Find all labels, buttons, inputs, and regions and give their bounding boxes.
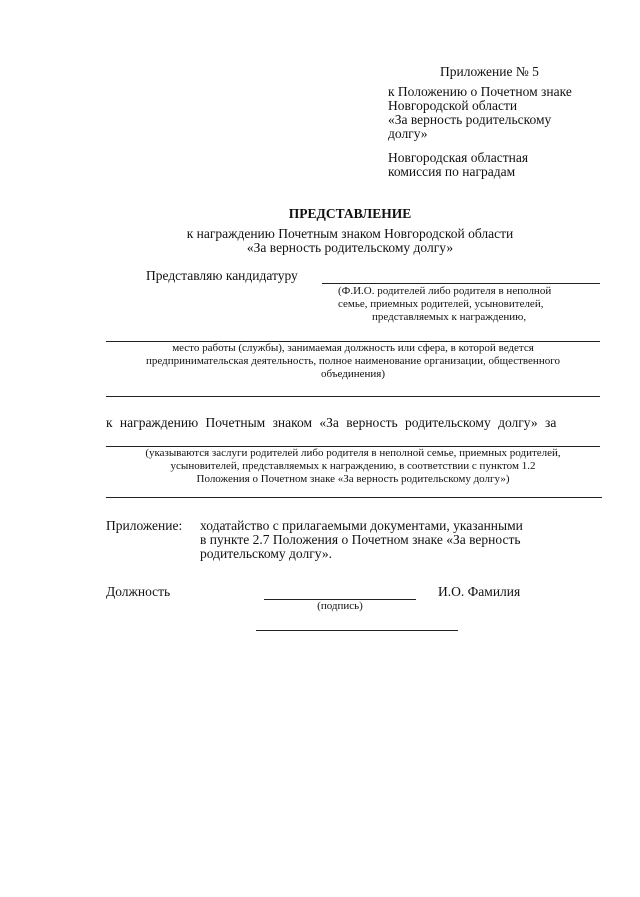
candidate-label: Представляю кандидатуру — [146, 268, 298, 283]
appendix-line-4: долгу» — [388, 126, 428, 141]
position-label: Должность — [106, 584, 171, 599]
commission-line-2: комиссия по наградам — [388, 164, 516, 179]
candidate-note-3: представляемых к награждению, — [372, 311, 527, 323]
merits-note-3: Положения о Почетном знаке «За верность родительскому долгу») — [196, 473, 510, 485]
appendix-line-3: «За верность родительскому — [388, 112, 552, 127]
signature-caption: (подпись) — [317, 600, 363, 612]
date-line — [256, 630, 458, 631]
workplace-note-3: объединения) — [321, 368, 385, 380]
workplace-note-1: место работы (службы), занимаемая должность или сфера, в которой ведется — [172, 342, 534, 354]
appendix-line-1: к Положению о Почетном знаке — [388, 84, 572, 99]
appendix-number: Приложение № 5 — [440, 64, 539, 79]
name-label: И.О. Фамилия — [438, 584, 521, 599]
heading-line-2: «За верность родительскому долгу» — [246, 240, 454, 255]
appendix-line-2: Новгородской области — [388, 98, 518, 113]
workplace-note-2: предпринимательская деятельность, полное наименование организации, общественного — [146, 355, 560, 367]
commission-line-1: Новгородская областная — [388, 150, 529, 165]
award-line: к награждению Почетным знаком «За верность родительскому долгу» за — [106, 415, 557, 430]
candidate-name-line — [322, 283, 600, 284]
merits-blank-line — [106, 497, 602, 498]
merits-note-1: (указываются заслуги родителей либо родителя в неполной семье, приемных родителей, — [145, 447, 561, 459]
attachment-line-3: родительскому долгу». — [200, 546, 332, 561]
attachment-line-2: в пункте 2.7 Положения о Почетном знаке «За верность — [200, 532, 521, 547]
candidate-note-1: (Ф.И.О. родителей либо родителя в неполной — [338, 285, 552, 297]
attachment-line-1: ходатайство с прилагаемыми документами, указанными — [200, 518, 523, 533]
workplace-blank-line — [106, 396, 600, 397]
document-title: ПРЕДСТАВЛЕНИЕ — [288, 206, 412, 221]
attachment-label: Приложение: — [106, 518, 183, 533]
candidate-note-2: семье, приемных родителей, усыновителей, — [338, 298, 544, 310]
heading-line-1: к награждению Почетным знаком Новгородской области — [186, 226, 514, 241]
merits-note-2: усыновителей, представляемых к награждению, в соответствии с пунктом 1.2 — [170, 460, 536, 472]
